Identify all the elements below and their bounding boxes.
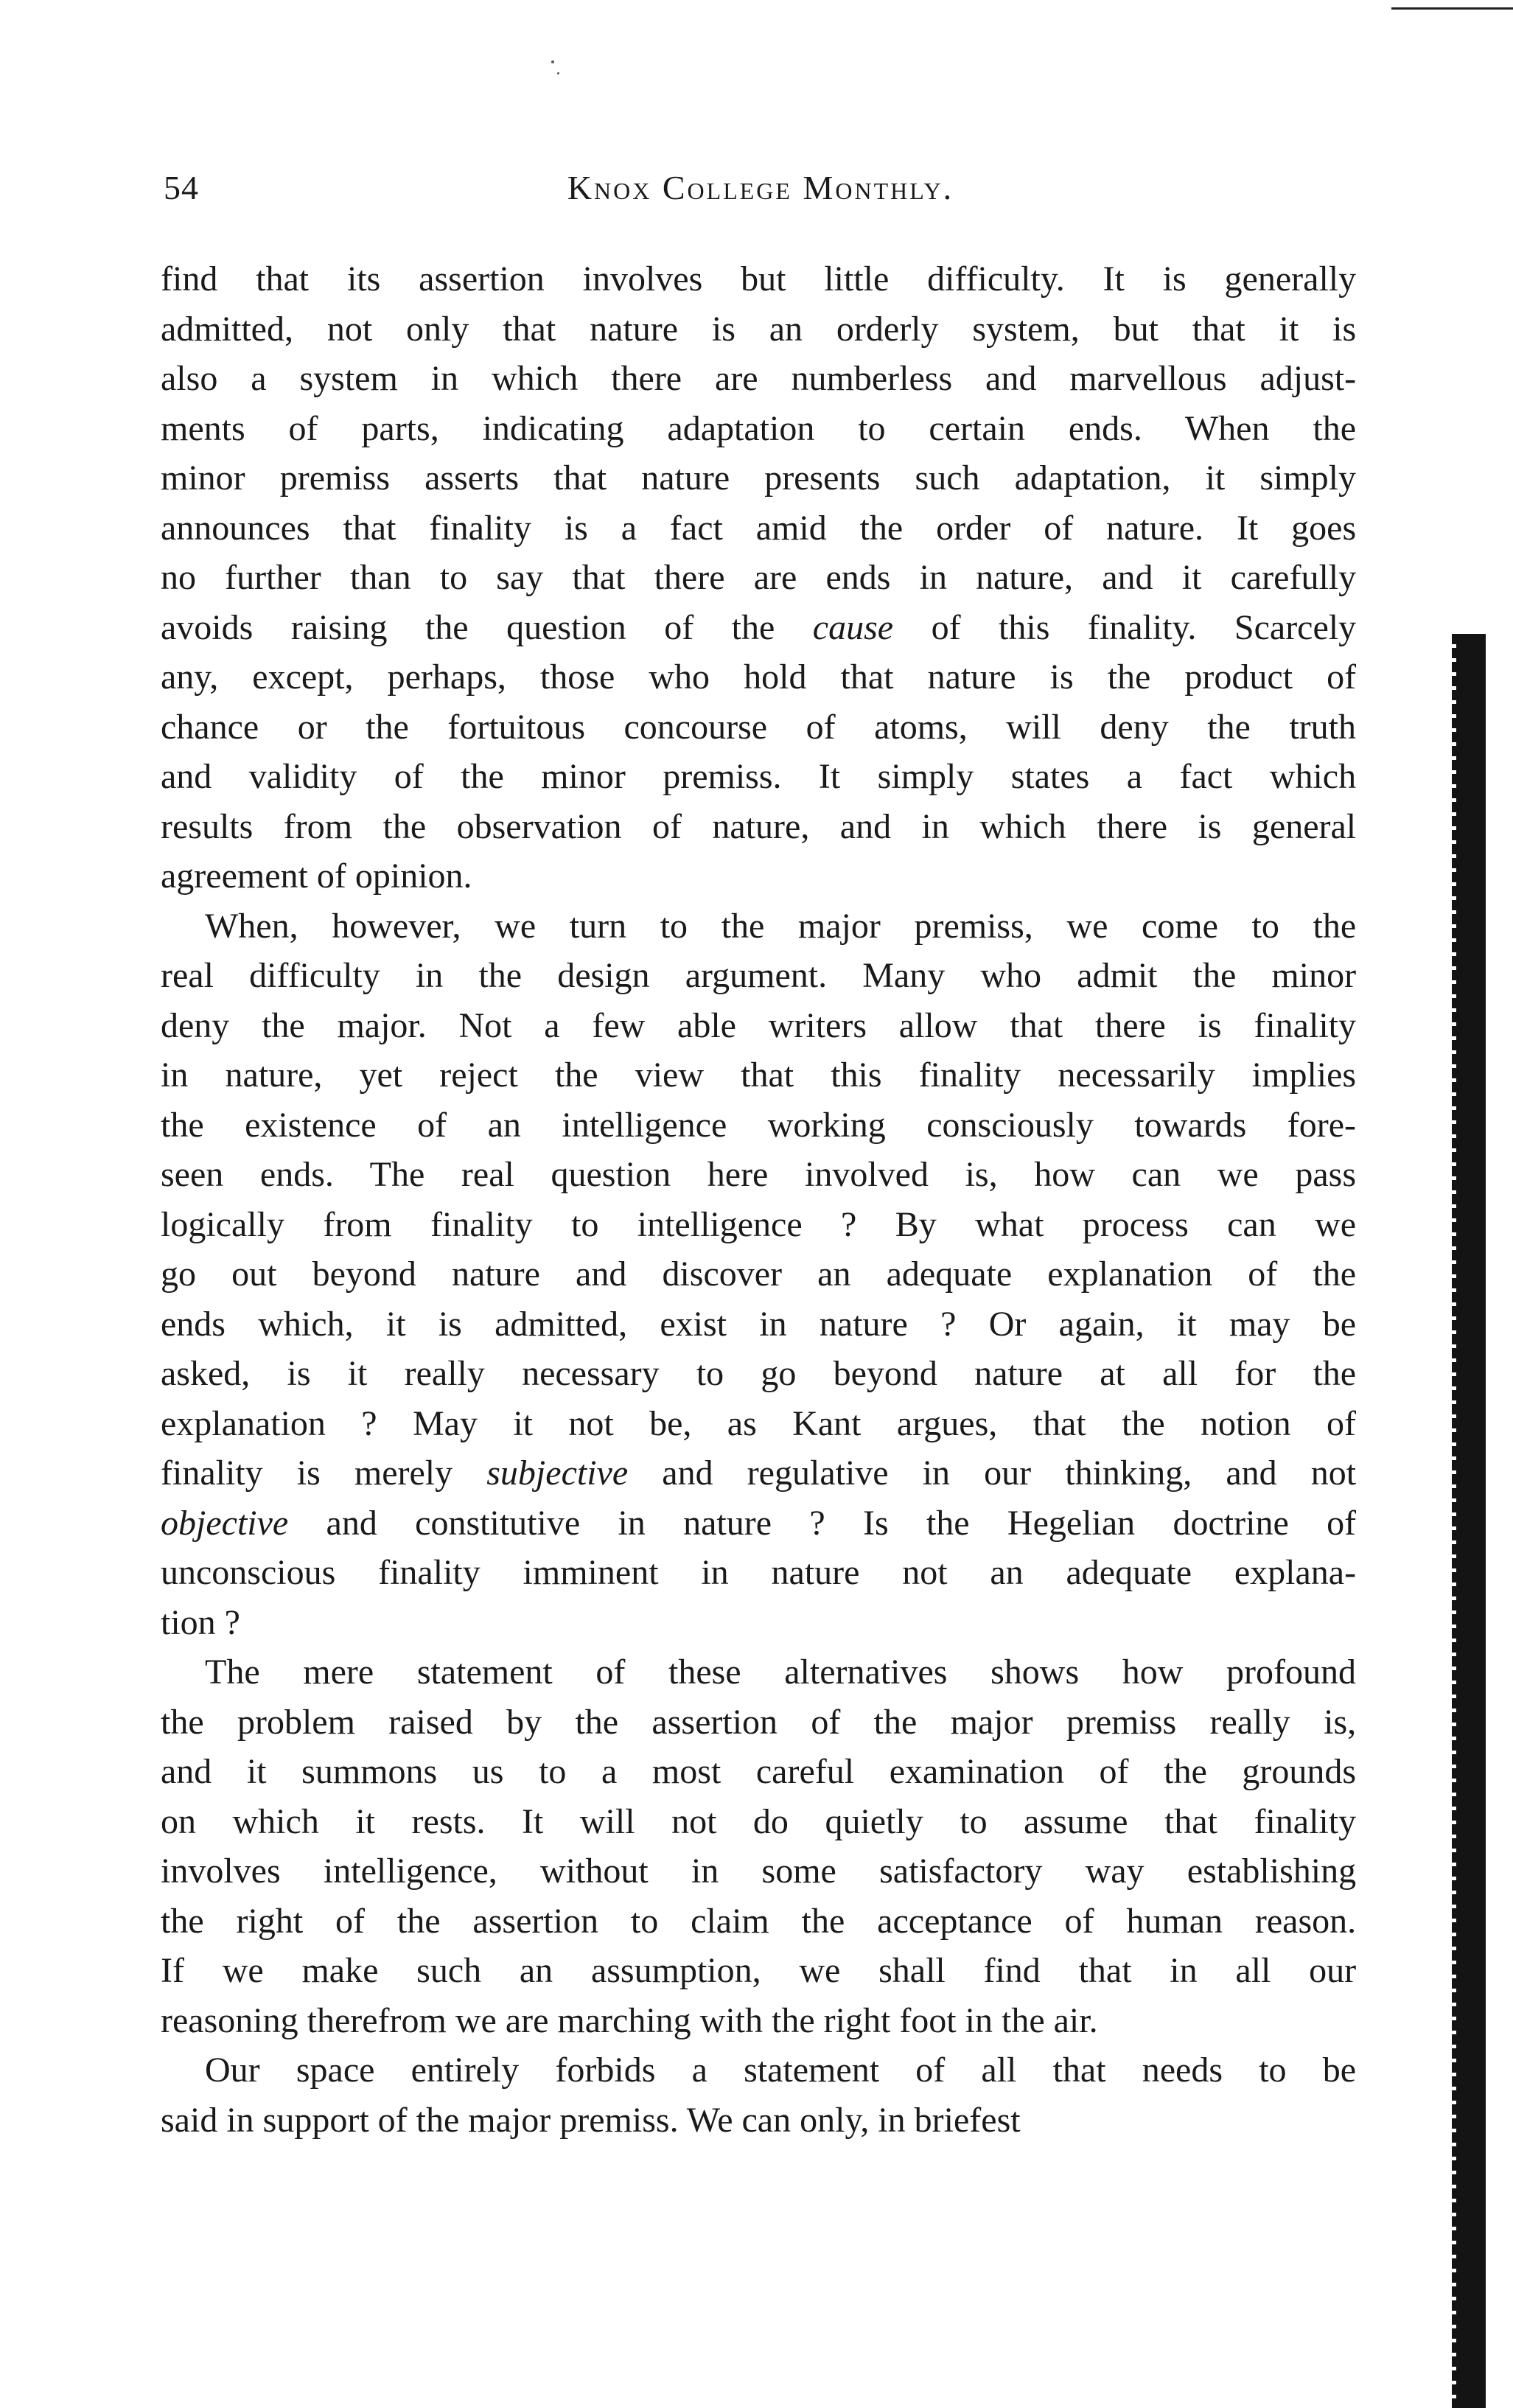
running-head xyxy=(164,168,1357,220)
text-line: avoids raising the question of the cause of this finality. Scarcely xyxy=(161,607,1356,647)
article-body xyxy=(161,254,1356,2145)
italic-word: objective xyxy=(161,1503,289,1543)
paragraph xyxy=(161,901,1356,1648)
text-line: involves intelligence, without in some satisfactory way establishing xyxy=(161,1852,1356,1891)
text-line: tion ? xyxy=(161,1602,240,1642)
italic-word: cause xyxy=(812,607,894,647)
text-line: The mere statement of these alternatives shows how profound xyxy=(205,1653,1356,1692)
text-line: go out beyond nature and discover an adequate explanation of the xyxy=(161,1254,1356,1294)
text-line: results from the observation of nature, and in which there is general xyxy=(161,806,1356,846)
text-line: find that its assertion involves but little difficulty. It is generally xyxy=(161,259,1356,299)
page-number: 54 xyxy=(164,169,199,206)
italic-word: subjective xyxy=(486,1453,629,1493)
text-line: admitted, not only that nature is an orderly system, but that it is xyxy=(161,309,1356,349)
text-line: Our space entirely forbids a statement of all that needs to be xyxy=(205,2051,1356,2090)
text-line: finality is merely subjective and regulative in our thinking, and not xyxy=(161,1453,1356,1493)
text-line: objective and constitutive in nature ? Is the Hegelian doctrine of xyxy=(161,1503,1356,1543)
text-line: in nature, yet reject the view that this finality necessarily implies xyxy=(161,1055,1356,1095)
text-line: the existence of an intelligence working consciously towards fore- xyxy=(161,1105,1356,1145)
text-line: any, except, perhaps, those who hold that nature is the product of xyxy=(161,657,1356,697)
text-line: seen ends. The real question here involved is, how can we pass xyxy=(161,1155,1356,1194)
text-line: unconscious finality imminent in nature not an adequate explana- xyxy=(161,1553,1356,1592)
text-line: said in support of the major premiss. We can only, in briefest xyxy=(161,2100,1021,2140)
text-line: and it summons us to a most careful examination of the grounds xyxy=(161,1752,1356,1791)
text-line: ments of parts, indicating adaptation to certain ends. When the xyxy=(161,408,1356,448)
text-line: reasoning therefrom we are marching with the right foot in the air. xyxy=(161,2000,1098,2040)
print-speck xyxy=(557,72,559,74)
text-line: When, however, we turn to the major premiss, we come to the xyxy=(205,906,1356,946)
text-line: the right of the assertion to claim the acceptance of human reason. xyxy=(161,1901,1356,1941)
text-line: If we make such an assumption, we shall find that in all our xyxy=(161,1951,1356,1990)
text-line: minor premiss asserts that nature presents such adaptation, it simply xyxy=(161,458,1356,498)
paragraph xyxy=(161,1647,1356,2045)
text-line: explanation ? May it not be, as Kant argues, that the notion of xyxy=(161,1403,1356,1443)
text-line: ends which, it is admitted, exist in nature ? Or again, it may be xyxy=(161,1304,1356,1344)
text-line: chance or the fortuitous concourse of atoms, will deny the truth xyxy=(161,707,1356,747)
text-line: and validity of the minor premiss. It simply states a fact which xyxy=(161,757,1356,796)
text-line: real difficulty in the design argument. Many who admit the minor xyxy=(161,956,1356,995)
text-line: logically from finality to intelligence ? By what process can we xyxy=(161,1204,1356,1244)
binding-edge xyxy=(1456,634,1486,2408)
journal-title: Knox College Monthly. xyxy=(567,169,954,206)
paragraph xyxy=(161,254,1356,901)
text-line: agreement of opinion. xyxy=(161,856,472,896)
text-line: asked, is it really necessary to go beyond nature at all for the xyxy=(161,1354,1356,1393)
text-line: announces that finality is a fact amid the order of nature. It goes xyxy=(161,508,1356,548)
top-rule xyxy=(1391,7,1513,10)
text-line: the problem raised by the assertion of the major premiss really is, xyxy=(161,1702,1356,1742)
text-line: no further than to say that there are ends in nature, and it carefully xyxy=(161,558,1356,597)
text-line: deny the major. Not a few able writers allow that there is finality xyxy=(161,1005,1356,1045)
print-speck xyxy=(551,60,554,63)
paragraph xyxy=(161,2045,1356,2145)
text-line: also a system in which there are numberless and marvellous adjust- xyxy=(161,359,1356,398)
text-line: on which it rests. It will not do quietly to assume that finality xyxy=(161,1801,1356,1841)
